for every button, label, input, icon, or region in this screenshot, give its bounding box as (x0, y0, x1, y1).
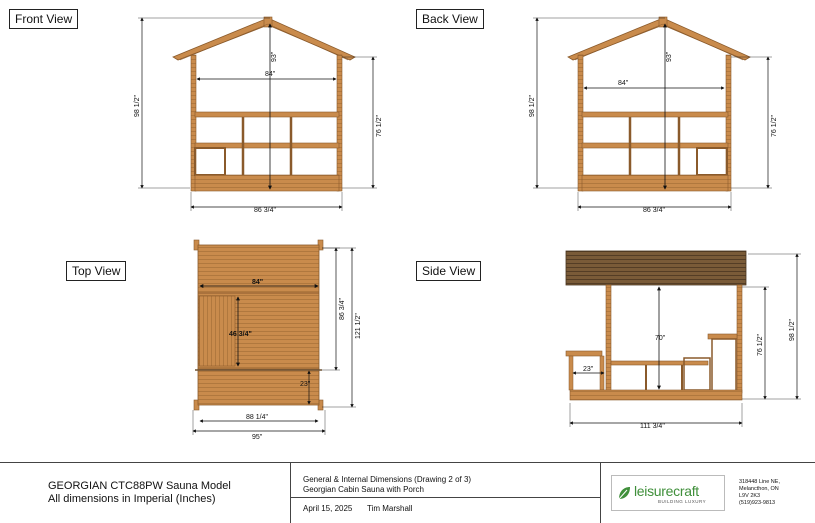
top-dim-width-outer: 88 1/4" (246, 414, 268, 421)
front-dim-height-total: 98 1/2" (134, 95, 141, 117)
front-view-drawing (138, 17, 377, 211)
front-view-label: Front View (9, 9, 78, 29)
front-dim-height-peak: 93" (271, 51, 278, 62)
top-view-label: Top View (66, 261, 126, 281)
address-line-3: L9V 2K3 (739, 493, 761, 499)
back-dim-height-total: 98 1/2" (529, 95, 536, 117)
top-dim-bench: 46 3/4" (229, 331, 252, 338)
back-dim-width-total: 86 3/4" (643, 207, 665, 214)
drawing-info-cell (290, 463, 600, 523)
drawing-subtitle: Georgian Cabin Sauna with Porch (303, 485, 424, 494)
units-note: All dimensions in Imperial (Inches) (48, 493, 216, 505)
side-view-label: Side View (416, 261, 481, 281)
back-dim-height-wall: 76 1/2" (771, 115, 778, 137)
back-dim-height-peak: 93" (666, 51, 673, 62)
back-dim-width-inner: 84" (618, 80, 629, 87)
front-dim-width-total: 86 3/4" (254, 207, 276, 214)
back-view-label: Back View (416, 9, 484, 29)
logo-box (611, 475, 725, 511)
side-dim-height-wall: 76 1/2" (757, 334, 764, 356)
drawing-date: April 15, 2025 (303, 504, 353, 513)
address-line-1: 318448 Line NE, (739, 479, 780, 485)
side-dim-porch: 23" (583, 366, 594, 373)
side-view-drawing (566, 251, 801, 427)
top-dim-depth-total: 121 1/2" (355, 313, 362, 339)
back-view-drawing (533, 17, 772, 211)
top-view-drawing (193, 240, 356, 435)
top-dim-width-inner: 84" (252, 279, 264, 286)
model-name: GEORGIAN CTC88PW Sauna Model (48, 480, 231, 492)
front-dim-height-wall: 76 1/2" (376, 115, 383, 137)
drawing-title: General & Internal Dimensions (Drawing 2 of 3) (303, 475, 472, 484)
company-cell (600, 463, 815, 523)
top-dim-width-total: 95" (252, 434, 263, 441)
leaf-icon (616, 485, 632, 501)
drawing-author: Tim Marshall (367, 504, 413, 513)
side-dim-height-total: 98 1/2" (789, 319, 796, 341)
top-dim-porch: 23" (300, 381, 311, 388)
logo-tagline: BUILDING LUXURY (658, 499, 707, 504)
title-block (0, 462, 815, 523)
logo-text: leisurecraft (634, 483, 699, 499)
top-dim-depth-cabin: 86 3/4" (339, 298, 346, 320)
side-dim-length-total: 111 3/4" (640, 423, 665, 430)
front-dim-width-inner: 84" (265, 71, 276, 78)
phone-number: (519)923-9813 (739, 500, 776, 506)
address-line-2: Melancthon, ON (739, 486, 779, 492)
side-dim-height-inner: 70" (655, 335, 666, 342)
